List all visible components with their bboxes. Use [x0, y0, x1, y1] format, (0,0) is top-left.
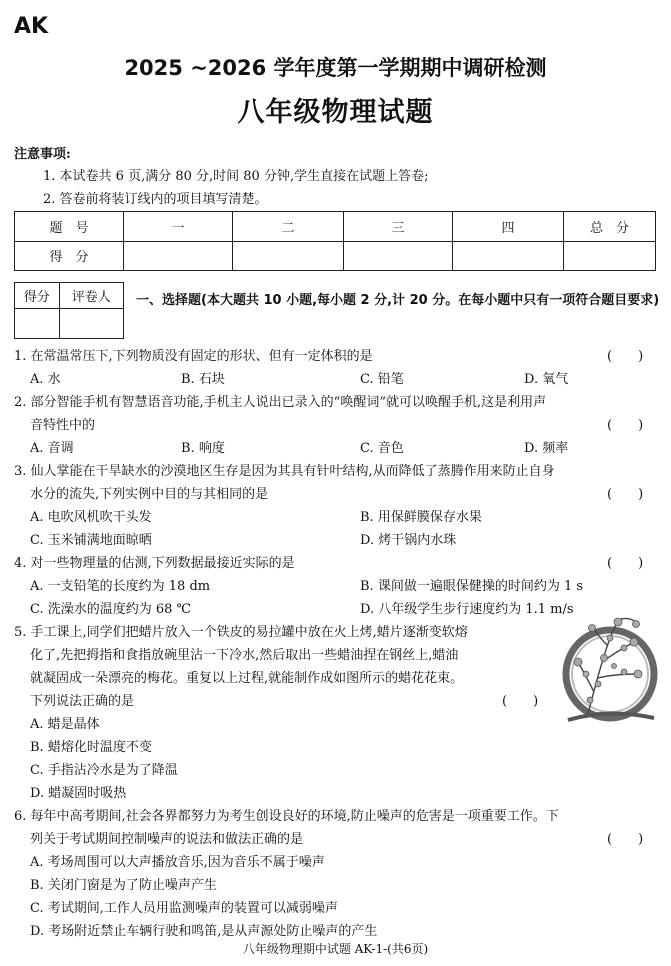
question-stem: 3. 仙人掌能在干旱缺水的沙漠地区生存是因为其具有针叶结构,从而降低了蒸腾作用来防止自身 [14, 464, 555, 479]
option-a: A. 考场周围可以大声播放音乐,因为音乐不属于噪声 [30, 855, 325, 870]
option-b: B. 响度 [181, 441, 225, 456]
option-a: A. 音调 [30, 441, 74, 456]
question-stem-cont: 就凝固成一朵漂亮的梅花。重复以上过程,就能制作成如图所示的蜡花花束。 [30, 671, 464, 686]
score-header-cell: 题 号 [15, 212, 124, 242]
notice-heading: 注意事项: [14, 147, 71, 162]
score-header-cell: 总 分 [564, 212, 656, 242]
page-footer: 八年级物理期中试题 AK-1-(共6页) [242, 942, 429, 956]
exam-title: 2025 ~2026 学年度第一学期期中调研检测 [124, 56, 547, 80]
option-a: A. 一支铅笔的长度约为 18 dm [30, 579, 211, 594]
option-d: D. 蜡凝固时吸热 [30, 786, 127, 801]
question-stem: 5. 手工课上,同学们把蜡片放入一个铁皮的易拉罐中放在火上烤,蜡片逐渐变软熔 [14, 625, 468, 640]
score-header-cell: 四 [453, 212, 564, 242]
option-c: C. 铅笔 [360, 372, 404, 387]
option-c: C. 洗澡水的温度约为 68 ℃ [30, 602, 192, 617]
score-cell[interactable] [233, 241, 344, 271]
score-header-cell: 三 [344, 212, 453, 242]
score-table [14, 211, 656, 271]
option-b: B. 用保鲜膜保存水果 [360, 510, 482, 525]
score-cell[interactable] [124, 241, 233, 271]
question-stem-cont: 音特性中的 [30, 418, 96, 433]
exam-subtitle: 八年级物理试题 [237, 97, 434, 128]
answer-paren[interactable]: ( ) [607, 418, 644, 433]
score-cell[interactable] [564, 241, 656, 271]
answer-paren[interactable]: ( ) [607, 487, 644, 502]
answer-paren[interactable]: ( ) [607, 556, 644, 571]
grader-score-label: 得分 [15, 283, 60, 309]
score-row-label: 得 分 [15, 241, 124, 271]
grader-box [14, 282, 124, 339]
option-d: D. 八年级学生步行速度约为 1.1 m/s [360, 602, 574, 617]
grader-name-label: 评卷人 [59, 283, 123, 309]
grader-score-cell[interactable] [15, 309, 60, 339]
question-stem: 2. 部分智能手机有智慧语音功能,手机主人说出已录入的“唤醒词”就可以唤醒手机,这是利用声 [14, 395, 547, 410]
section-heading: 一、选择题(本大题共 10 小题,每小题 2 分,计 20 分。在每小题中只有一项符合题目要求) [136, 293, 660, 308]
grader-name-cell[interactable] [59, 309, 123, 339]
question-stem: 1. 在常温常压下,下列物质没有固定的形状、但有一定体积的是 [14, 349, 373, 364]
score-header-cell: 一 [124, 212, 233, 242]
question-stem-cont: 化了,先把拇指和食指放碗里沾一下冷水,然后取出一些蜡油捏在钢丝上,蜡油 [30, 648, 459, 663]
answer-paren[interactable]: ( ) [607, 832, 644, 847]
paper-code: AK [14, 14, 49, 39]
question-stem: 4. 对一些物理量的估测,下列数据最接近实际的是 [14, 556, 295, 571]
option-d: D. 烤干锅内水珠 [360, 533, 457, 548]
option-b: B. 蜡熔化时温度不变 [30, 740, 152, 755]
option-a: A. 电吹风机吹干头发 [30, 510, 152, 525]
answer-paren[interactable]: ( ) [607, 349, 644, 364]
option-d: D. 频率 [524, 441, 569, 456]
score-header-cell: 二 [233, 212, 344, 242]
question-stem-cont: 下列说法正确的是 [30, 694, 135, 709]
option-d: D. 氧气 [524, 372, 569, 387]
score-cell[interactable] [453, 241, 564, 271]
option-b: B. 关闭门窗是为了防止噪声产生 [30, 878, 217, 893]
option-a: A. 蜡是晶体 [30, 717, 100, 732]
question-stem: 6. 每年中高考期间,社会各界都努力为考生创设良好的环境,防止噪声的危害是一项重要工作。下 [14, 809, 559, 824]
option-c: C. 考试期间,工作人员用监测噪声的装置可以减弱噪声 [30, 901, 338, 916]
option-c: C. 玉米铺满地面晾晒 [30, 533, 152, 548]
option-c: C. 手指沾冷水是为了降温 [30, 763, 178, 778]
answer-paren[interactable]: ( ) [502, 694, 539, 709]
option-a: A. 水 [30, 372, 61, 387]
question-stem-cont: 列关于考试期间控制噪声的说法和做法正确的是 [30, 832, 304, 847]
option-d: D. 考场附近禁止车辆行驶和鸣笛,是从声源处防止噪声的产生 [30, 924, 378, 939]
option-c: C. 音色 [360, 441, 404, 456]
question-stem-cont: 水分的流失,下列实例中目的与其相同的是 [30, 487, 269, 502]
notice-item: 2. 答卷前将装订线内的项目填写清楚。 [43, 192, 268, 207]
option-b: B. 课间做一遍眼保健操的时间约为 1 s [360, 579, 584, 594]
notice-item: 1. 本试卷共 6 页,满分 80 分,时间 80 分钟,学生直接在试题上答卷; [43, 169, 429, 184]
option-b: B. 石块 [181, 372, 225, 387]
wax-flower-illustration [558, 612, 660, 728]
score-cell[interactable] [344, 241, 453, 271]
